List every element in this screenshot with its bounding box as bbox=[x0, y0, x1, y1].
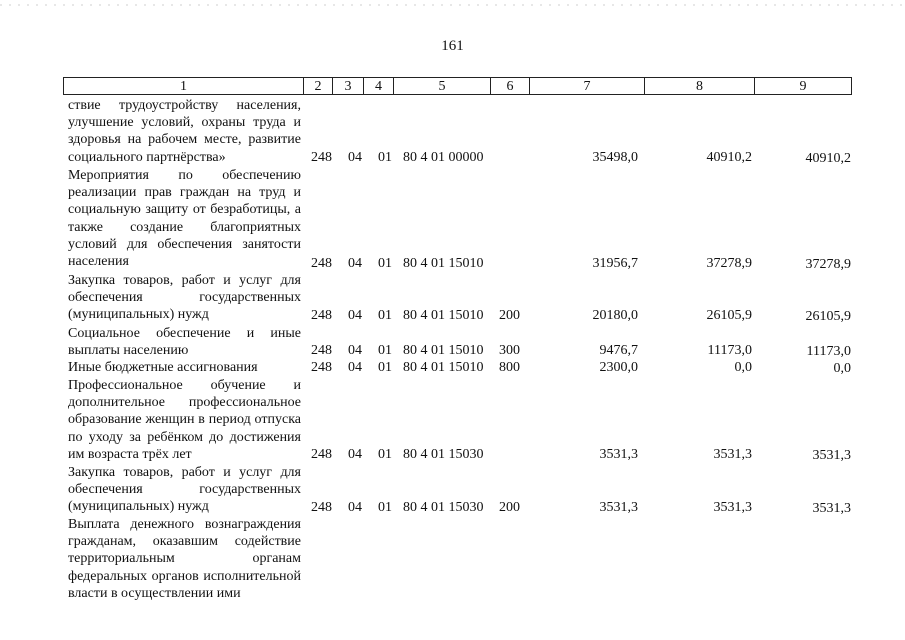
cell-code: 248 bbox=[311, 343, 332, 358]
cell-amount-8: 40910,2 bbox=[706, 150, 752, 165]
cell-amount-7: 9476,7 bbox=[599, 343, 638, 358]
cell-section: 04 bbox=[348, 500, 362, 515]
row-description: Выплата денежного вознаграждения гражданам, оказавшим содействие территориальным органам федеральных органов исполнительной власти в осуществлении ими bbox=[68, 517, 301, 601]
cell-amount-8: 26105,9 bbox=[706, 308, 752, 323]
cell-amount-9: 11173,0 bbox=[806, 344, 851, 359]
cell-code: 248 bbox=[311, 150, 332, 165]
cell-section: 04 bbox=[348, 343, 362, 358]
row-description: Профессиональное обучение и дополнительное профессиональное образование женщин в период отпуска по уходу за ребёнком до достижения им возраста трёх лет bbox=[68, 378, 301, 462]
cell-target-article: 80 4 01 15030 bbox=[403, 447, 484, 462]
cell-target-article: 80 4 01 15010 bbox=[403, 256, 484, 271]
cell-subsection: 01 bbox=[378, 343, 392, 358]
cell-amount-9: 26105,9 bbox=[805, 309, 851, 324]
cell-target-article: 80 4 01 15010 bbox=[403, 308, 484, 323]
header-col-2: 2 bbox=[304, 78, 333, 94]
cell-amount-8: 3531,3 bbox=[713, 500, 752, 515]
header-col-6: 6 bbox=[491, 78, 530, 94]
cell-amount-7: 20180,0 bbox=[592, 308, 638, 323]
cell-amount-8: 0,0 bbox=[734, 360, 752, 375]
row-description: Иные бюджетные ассигнования bbox=[68, 360, 258, 375]
cell-amount-7: 3531,3 bbox=[599, 447, 638, 462]
scan-noise bbox=[0, 4, 905, 6]
row-description: ствие трудоустройству населения, улучшение условий, охраны труда и здоровья на рабочем месте, развитие социального партнёрства» bbox=[68, 98, 301, 165]
header-col-8: 8 bbox=[645, 78, 755, 94]
header-col-5: 5 bbox=[394, 78, 491, 94]
cell-amount-8: 11173,0 bbox=[707, 343, 752, 358]
cell-code: 248 bbox=[311, 360, 332, 375]
cell-target-article: 80 4 01 15010 bbox=[403, 360, 484, 375]
cell-amount-8: 3531,3 bbox=[713, 447, 752, 462]
cell-amount-7: 35498,0 bbox=[592, 150, 638, 165]
cell-code: 248 bbox=[311, 256, 332, 271]
cell-amount-9: 3531,3 bbox=[812, 448, 851, 463]
header-col-1: 1 bbox=[64, 78, 304, 94]
cell-expense-type: 300 bbox=[499, 343, 520, 358]
cell-amount-7: 3531,3 bbox=[599, 500, 638, 515]
cell-code: 248 bbox=[311, 447, 332, 462]
cell-section: 04 bbox=[348, 447, 362, 462]
cell-target-article: 80 4 01 00000 bbox=[403, 150, 484, 165]
table-header bbox=[63, 77, 852, 95]
cell-amount-7: 31956,7 bbox=[592, 256, 638, 271]
cell-expense-type: 200 bbox=[499, 308, 520, 323]
header-col-9: 9 bbox=[799, 79, 807, 94]
cell-amount-7: 2300,0 bbox=[599, 360, 638, 375]
cell-amount-9: 37278,9 bbox=[805, 257, 851, 272]
cell-subsection: 01 bbox=[378, 308, 392, 323]
cell-expense-type: 200 bbox=[499, 500, 520, 515]
row-description: Закупка товаров, работ и услуг для обеспечения государственных (муниципальных) нужд bbox=[68, 465, 301, 515]
row-description: Закупка товаров, работ и услуг для обеспечения государственных (муниципальных) нужд bbox=[68, 273, 301, 323]
cell-section: 04 bbox=[348, 360, 362, 375]
header-col-3: 3 bbox=[333, 78, 364, 94]
cell-section: 04 bbox=[348, 256, 362, 271]
cell-section: 04 bbox=[348, 150, 362, 165]
cell-section: 04 bbox=[348, 308, 362, 323]
cell-subsection: 01 bbox=[378, 500, 392, 515]
cell-target-article: 80 4 01 15010 bbox=[403, 343, 484, 358]
cell-subsection: 01 bbox=[378, 447, 392, 462]
header-col-4: 4 bbox=[364, 78, 394, 94]
cell-subsection: 01 bbox=[378, 256, 392, 271]
cell-target-article: 80 4 01 15030 bbox=[403, 500, 484, 515]
row-description: Мероприятия по обеспечению реализации прав граждан на труд и социальную защиту от безработицы, а также создание благоприятных условий для обеспечения занятости населения bbox=[68, 168, 301, 270]
cell-expense-type: 800 bbox=[499, 360, 520, 375]
cell-amount-8: 37278,9 bbox=[706, 256, 752, 271]
row-description: Социальное обеспечение и иные выплаты населению bbox=[68, 326, 301, 359]
cell-amount-9: 0,0 bbox=[833, 361, 851, 376]
cell-amount-9: 40910,2 bbox=[805, 151, 851, 166]
page-number: 161 bbox=[441, 38, 464, 54]
cell-code: 248 bbox=[311, 500, 332, 515]
cell-subsection: 01 bbox=[378, 150, 392, 165]
cell-subsection: 01 bbox=[378, 360, 392, 375]
cell-code: 248 bbox=[311, 308, 332, 323]
header-col-7: 7 bbox=[530, 78, 645, 94]
cell-amount-9: 3531,3 bbox=[812, 501, 851, 516]
